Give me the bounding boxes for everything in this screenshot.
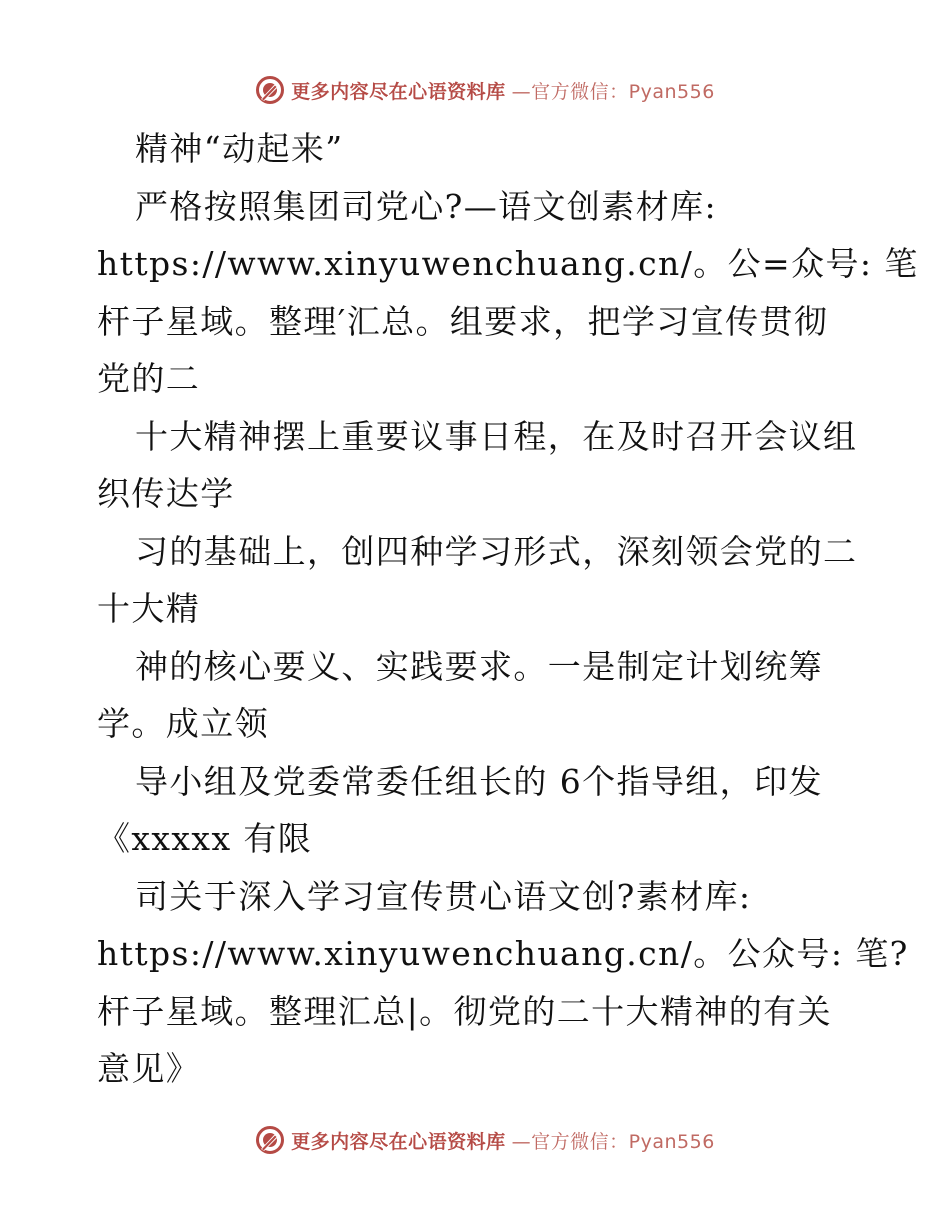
footer-contact-text: —官方微信：Pyan556 <box>511 1130 715 1153</box>
pen-logo-icon <box>255 75 285 105</box>
body-line: 《xxxxx 有限 <box>97 819 313 858</box>
body-line: 严格按照集团司党心?—语文创素材库: <box>135 186 718 226</box>
body-line: https://www.xinyuwenchuang.cn/。公众号: 笔? <box>97 934 909 973</box>
body-line: 十大精神摆上重要议事日程，在及时召开会议组 <box>135 416 858 456</box>
body-line: https://www.xinyuwenchuang.cn/。公=众号: 笔 <box>97 244 919 283</box>
footer-brand-text: 更多内容尽在心语资料库 <box>291 1130 506 1153</box>
header-contact-text: —官方微信：Pyan556 <box>511 80 715 103</box>
body-line: 意见》 <box>97 1049 201 1088</box>
body-line: 习的基础上，创四种学习形式，深刻领会党的二 <box>135 531 858 571</box>
body-line: 织传达学 <box>97 474 235 513</box>
pen-logo-icon <box>255 1125 285 1155</box>
body-line: 司关于深入学习宣传贯心语文创?素材库: <box>135 876 752 916</box>
header-brand-text: 更多内容尽在心语资料库 <box>291 80 506 103</box>
body-line: 导小组及党委常委任组长的 6个指导组，印发 <box>135 761 823 801</box>
body-line: 精神“动起来” <box>135 129 344 168</box>
body-line: 杆子星域。整理′汇总。组要求，把学习宣传贯彻 <box>97 301 829 341</box>
header-watermark <box>0 70 950 110</box>
document-body <box>97 120 919 1098</box>
body-line: 神的核心要义、实践要求。一是制定计划统筹 <box>135 646 823 686</box>
footer-watermark <box>0 1120 950 1160</box>
body-line: 十大精 <box>97 589 201 628</box>
body-line: 杆子星域。整理汇总|。彻党的二十大精神的有关 <box>97 991 832 1031</box>
body-line: 党的二 <box>97 359 201 398</box>
body-line: 学。成立领 <box>97 704 269 743</box>
